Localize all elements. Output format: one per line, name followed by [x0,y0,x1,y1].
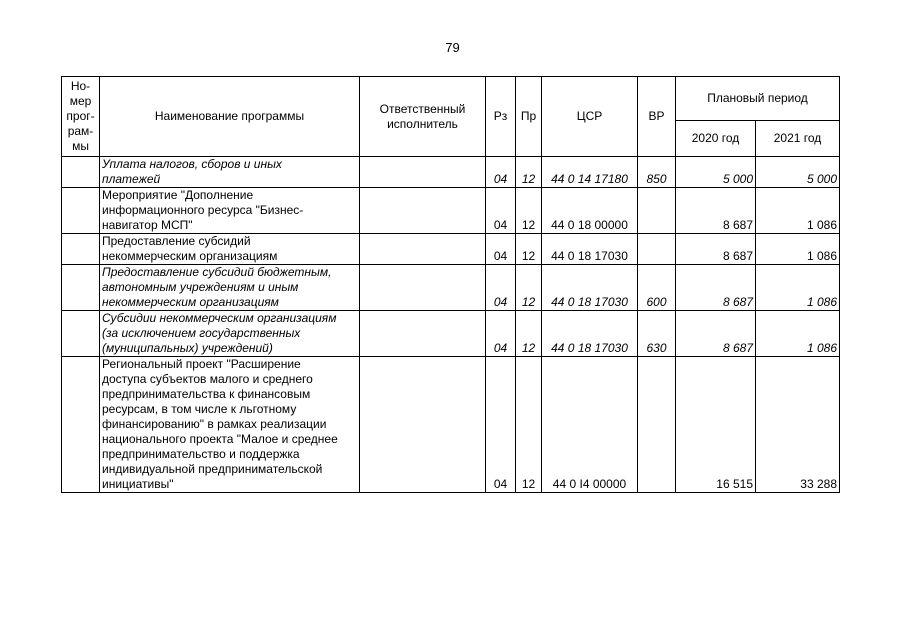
row-2021-cell: 1 086 [756,234,840,265]
header-vr: ВР [638,77,676,157]
row-number-cell [62,311,100,357]
row-2020-cell: 8 687 [676,265,756,311]
row-2020-cell: 8 687 [676,311,756,357]
header-csr: ЦСР [542,77,638,157]
row-number-cell [62,357,100,493]
row-executor-cell [360,157,486,188]
row-vr-cell: 850 [638,157,676,188]
row-pr-cell: 12 [516,265,542,311]
row-pr-cell: 12 [516,357,542,493]
row-vr-cell: 630 [638,311,676,357]
row-vr-cell: 600 [638,265,676,311]
row-2020-cell: 8 687 [676,188,756,234]
row-rz-cell: 04 [486,234,516,265]
row-2021-cell: 5 000 [756,157,840,188]
row-vr-cell [638,357,676,493]
row-executor-cell [360,265,486,311]
header-year-2021: 2021 год [756,121,840,157]
row-2021-cell: 33 288 [756,357,840,493]
row-name-cell: Уплата налогов, сборов и иных платежей [100,157,360,188]
row-rz-cell: 04 [486,311,516,357]
row-2020-cell: 5 000 [676,157,756,188]
row-csr-cell: 44 0 14 17180 [542,157,638,188]
row-name-cell: Предоставление субсидий некоммерческим организациям [100,234,360,265]
page-number: 79 [445,40,460,55]
row-name-cell: Мероприятие "Дополнение информационного ресурса "Бизнес- навигатор МСП" [100,188,360,234]
row-2021-cell: 1 086 [756,265,840,311]
row-rz-cell: 04 [486,357,516,493]
table-row [62,188,840,234]
table-row [62,234,840,265]
row-rz-cell: 04 [486,188,516,234]
row-rz-cell: 04 [486,265,516,311]
header-year-2020: 2020 год [676,121,756,157]
row-csr-cell: 44 0 I4 00000 [542,357,638,493]
row-vr-cell [638,234,676,265]
row-csr-cell: 44 0 18 17030 [542,311,638,357]
header-program-number: Но- мер прог- рам- мы [62,77,100,157]
header-program-name: Наименование программы [100,77,360,157]
header-rz: Рз [486,77,516,157]
row-number-cell [62,265,100,311]
header-executor: Ответственный исполнитель [360,77,486,157]
row-executor-cell [360,234,486,265]
row-name-cell: Предоставление субсидий бюджетным, автономным учреждениям и иным некоммерческим организациям [100,265,360,311]
row-pr-cell: 12 [516,188,542,234]
row-executor-cell [360,311,486,357]
header-planned-period: Плановый период [676,77,840,121]
row-csr-cell: 44 0 18 17030 [542,234,638,265]
row-name-cell: Субсидии некоммерческим организациям (за исключением государственных (муниципальных) учреждений) [100,311,360,357]
row-executor-cell [360,357,486,493]
row-pr-cell: 12 [516,157,542,188]
table-row [62,157,840,188]
row-pr-cell: 12 [516,311,542,357]
row-pr-cell: 12 [516,234,542,265]
budget-table [61,76,840,493]
table-row [62,311,840,357]
row-csr-cell: 44 0 18 00000 [542,188,638,234]
row-vr-cell [638,188,676,234]
row-name-cell: Региональный проект "Расширение доступа субъектов малого и среднего предпринимательства к финансовым ресурсам, в том числе к льготному финансированию" в рамках реализации национального проекта "Малое и среднее предпринимательство и поддержка индивидуальной предпринимательской инициативы" [100,357,360,493]
row-number-cell [62,234,100,265]
row-executor-cell [360,188,486,234]
row-number-cell [62,157,100,188]
row-rz-cell: 04 [486,157,516,188]
row-2020-cell: 16 515 [676,357,756,493]
row-csr-cell: 44 0 18 17030 [542,265,638,311]
row-2021-cell: 1 086 [756,311,840,357]
row-2021-cell: 1 086 [756,188,840,234]
table-row [62,357,840,493]
header-row-1 [62,77,840,121]
row-2020-cell: 8 687 [676,234,756,265]
row-number-cell [62,188,100,234]
table-row [62,265,840,311]
header-pr: Пр [516,77,542,157]
